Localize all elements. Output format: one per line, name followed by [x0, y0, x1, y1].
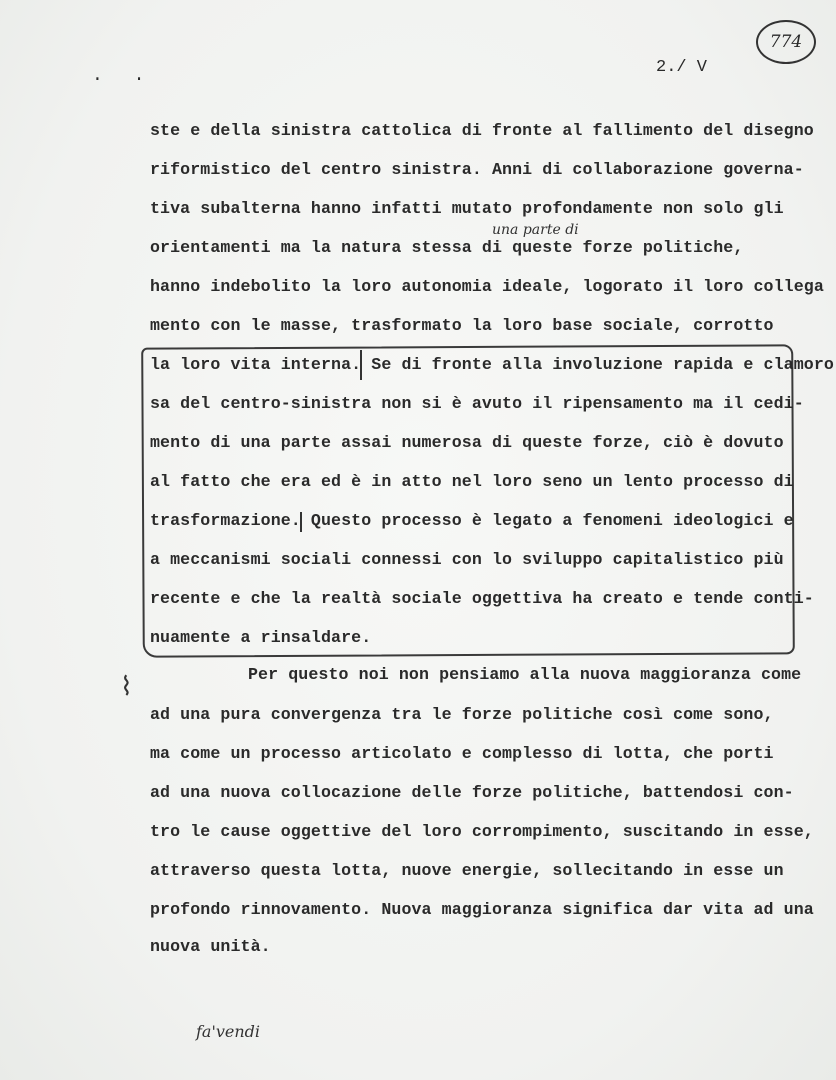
text-line: tiva subalterna hanno infatti mutato profondamente non solo gli — [150, 199, 784, 218]
text-line: ste e della sinistra cattolica di fronte al fallimento del disegno — [150, 121, 814, 140]
margin-dots: . . — [92, 66, 155, 86]
circled-folio-number: 774 — [756, 20, 816, 64]
text-line: profondo rinnovamento. Nuova maggioranza significa dar vita ad una — [150, 900, 814, 919]
text-line: attraverso questa lotta, nuove energie, sollecitando in esse un — [150, 861, 784, 880]
text-line: la loro vita interna. Se di fronte alla involuzione rapida e clamoro — [150, 355, 834, 374]
text-line: ad una nuova collocazione delle forze politiche, battendosi con- — [150, 783, 794, 802]
text-line: sa del centro-sinistra non si è avuto il ripensamento ma il cedi- — [150, 394, 804, 413]
text-line: hanno indebolito la loro autonomia ideale, logorato il loro collega — [150, 277, 824, 296]
text-line: Per questo noi non pensiamo alla nuova maggioranza come — [248, 665, 802, 684]
text-line: trasformazione. Questo processo è legato a fenomeni ideologici e — [150, 511, 794, 530]
text-line: recente e che la realtà sociale oggettiva ha creato e tende conti- — [150, 589, 814, 608]
text-line: nuamente a rinsaldare. — [150, 628, 372, 647]
text-line: a meccanismi sociali connessi con lo sviluppo capitalistico più — [150, 550, 784, 569]
handwritten-insertion: una parte di — [492, 222, 579, 238]
text-line: nuova unità. — [150, 937, 271, 956]
text-line: ma come un processo articolato e complesso di lotta, che porti — [150, 744, 774, 763]
text-line: riformistico del centro sinistra. Anni di collaborazione governa- — [150, 160, 804, 179]
text-line: tro le cause oggettive del loro corrompimento, suscitando in esse, — [150, 822, 814, 841]
text-line: orientamenti ma la natura stessa di queste forze politiche, — [150, 238, 744, 257]
text-line: mento con le masse, trasformato la loro base sociale, corrotto — [150, 316, 774, 335]
text-line: ad una pura convergenza tra le forze politiche così come sono, — [150, 705, 774, 724]
handdrawn-box-outline — [141, 344, 795, 657]
page-number: 2./ V — [656, 58, 708, 77]
margin-squiggle-mark: ⌇ — [120, 672, 133, 702]
handwritten-note: fa'vendi — [196, 1022, 261, 1041]
text-line: al fatto che era ed è in atto nel loro seno un lento processo di — [150, 472, 794, 491]
text-line: mento di una parte assai numerosa di queste forze, ciò è dovuto — [150, 433, 784, 452]
